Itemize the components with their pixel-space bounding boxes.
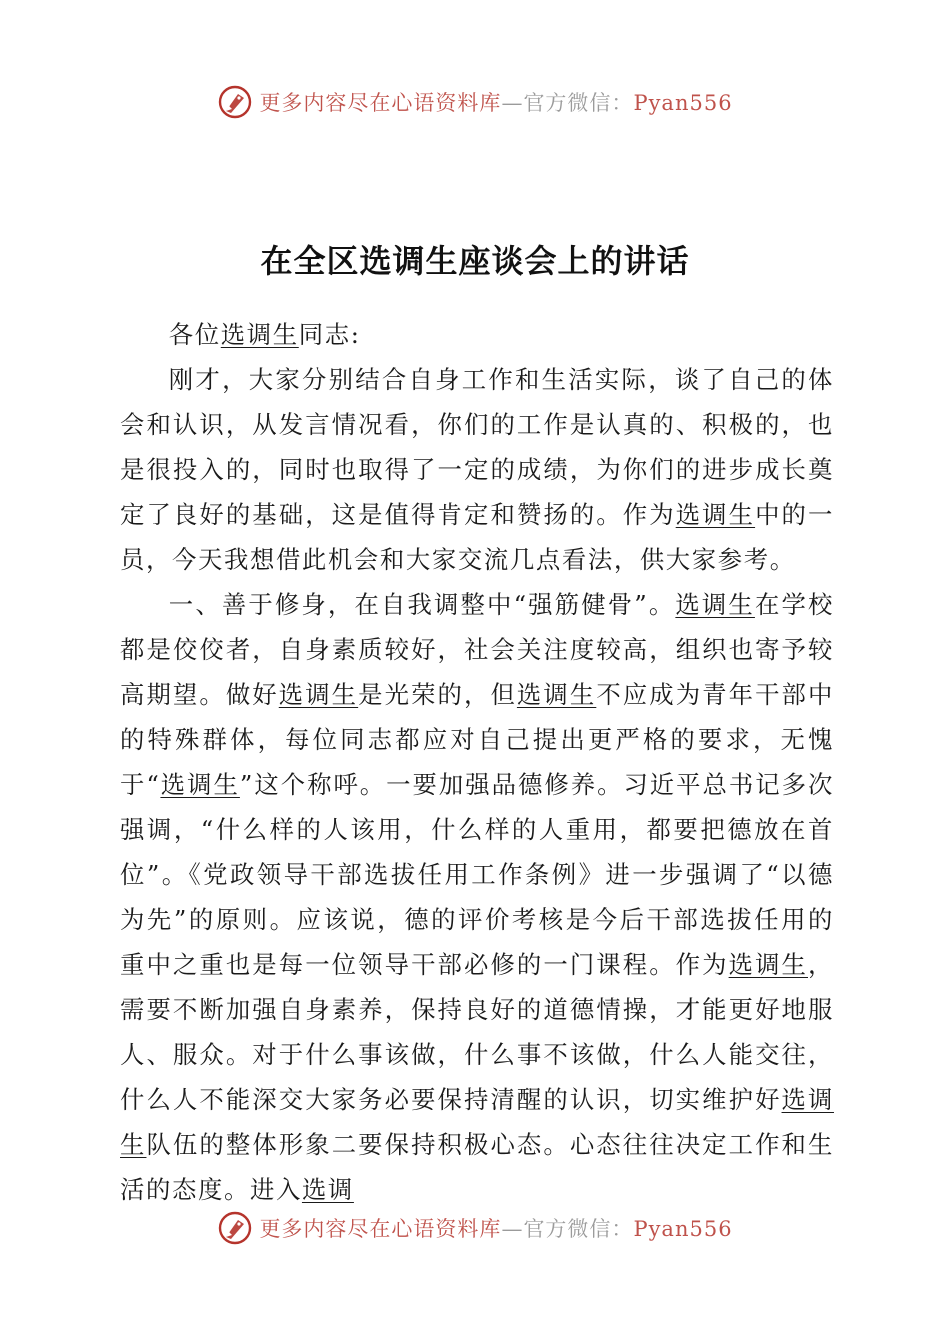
banner-text <box>259 1213 732 1243</box>
pen-nib-logo-icon <box>217 1210 253 1246</box>
underlined-term: 选调生 <box>160 770 240 799</box>
banner-text <box>259 87 732 117</box>
paragraph-1: 刚才，大家分别结合自身工作和生活实际，谈了自己的体会和认识，从发言情况看，你们的工作是认真的、积极的，也是很投入的，同时也取得了一定的成绩，为你们的进步成长奠定了良好的基础，这是值得肯定和赞扬的。作为选调生中的一员，今天我想借此机会和大家交流几点看法，供大家参考。 <box>120 365 834 574</box>
banner-wechat-id: Pyan556 <box>633 1217 733 1241</box>
underlined-term: 选调 <box>301 1175 354 1204</box>
banner-wechat-id: Pyan556 <box>633 91 733 115</box>
underlined-term: 选调生 <box>728 950 808 979</box>
greeting-paragraph: 各位选调生同志: <box>168 320 361 349</box>
underlined-term: 选调生 <box>278 680 359 709</box>
banner-red-text: 更多内容尽在心语资料库 <box>259 91 502 115</box>
paragraph-2: 一、善于修身，在自我调整中“强筋健骨”。选调生在学校都是佼佼者，自身素质较好，社会关注度较高，组织也寄予较高期望。做好选调生是光荣的，但选调生不应成为青年干部中的特殊群体，每位同志都应对自己提出更严格的要求，无愧于“选调生”这个称呼。一要加强品德修养。习近平总书记多次强调，“什么样的人该用，什么样的人重用，都要把德放在首位”。《党政领导干部选拔任用工作条例》进一步强调了“以德为先”的原则。应该说，德的评价考核是今后干部选拔任用的重中之重也是每一位领导干部必修的一门课程。作为选调生，需要不断加强自身素养，保持良好的道德情操，才能更好地服人、服众。对于什么事该做，什么事不该做，什么人能交往，什么人不能深交大家务必要保持清醒的认识，切实维护好选调生队伍的整体形象二要保持积极心态。心态往往决定工作和生活的态度。进入选调 <box>120 590 834 1204</box>
page-title: 在全区选调生座谈会上的讲话 <box>260 242 690 280</box>
underlined-term: 选调生 <box>675 590 755 619</box>
header-banner <box>0 80 950 124</box>
banner-red-text: 更多内容尽在心语资料库 <box>259 1217 502 1241</box>
underlined-term: 选调生 <box>516 680 597 709</box>
pen-nib-logo-icon <box>217 84 253 120</box>
underlined-term: 选调生 <box>675 500 756 529</box>
footer-banner <box>0 1206 950 1250</box>
document-body <box>120 312 834 1212</box>
banner-gray-text: —官方微信： <box>501 91 634 115</box>
underlined-term: 选调生 <box>120 1085 834 1159</box>
underlined-term: 选调生 <box>220 320 299 349</box>
banner-gray-text: —官方微信： <box>501 1217 634 1241</box>
